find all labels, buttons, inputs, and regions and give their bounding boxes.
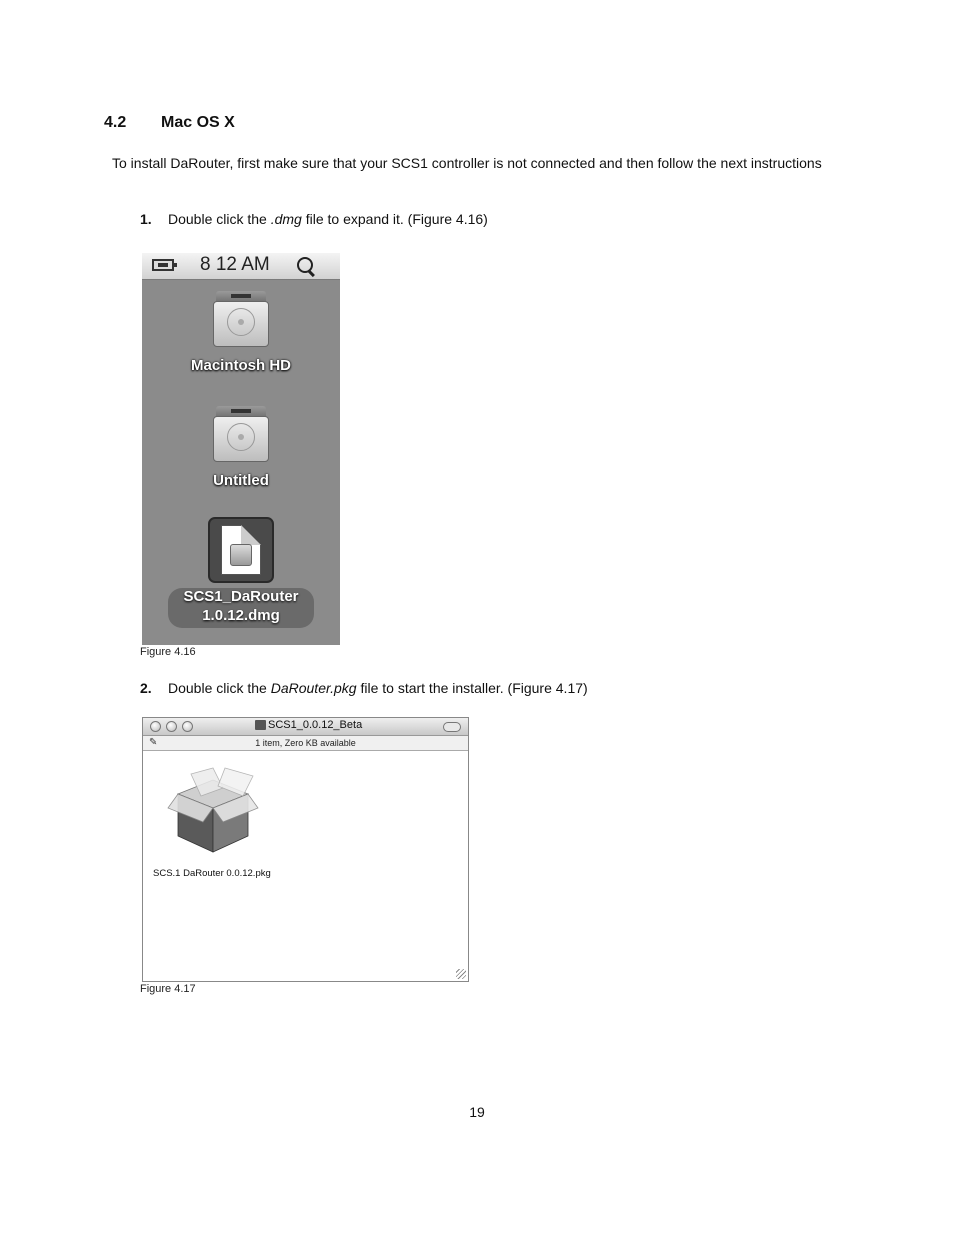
section-title: Mac OS X — [161, 114, 235, 131]
step-number: 1. — [140, 211, 152, 227]
package-box-icon[interactable] — [163, 766, 263, 856]
package-file-label[interactable]: SCS.1 DaRouter 0.0.12.pkg — [153, 868, 271, 879]
desktop-icon-label[interactable]: Untitled — [213, 472, 269, 489]
desktop-icon-label[interactable]: Macintosh HD — [190, 357, 291, 374]
disk-icon — [255, 720, 266, 730]
status-bar — [143, 736, 468, 751]
spotlight-search-icon[interactable] — [297, 257, 313, 273]
intro-paragraph: To install DaRouter, first make sure that your SCS1 controller is not connected and then follow the next instructions — [112, 155, 822, 171]
step-text: Double click the .dmg file to expand it. (Figure 4.16) — [168, 211, 488, 227]
resize-grip[interactable] — [456, 969, 466, 979]
hard-drive-icon[interactable] — [213, 291, 269, 347]
figure-caption: Figure 4.16 — [140, 646, 196, 658]
status-text: 1 item, Zero KB available — [255, 738, 356, 748]
desktop-screenshot — [142, 253, 340, 645]
hard-drive-icon[interactable] — [213, 406, 269, 462]
figure-caption: Figure 4.17 — [140, 983, 196, 995]
minimize-button[interactable] — [166, 721, 177, 732]
step-text: Double click the DaRouter.pkg file to start the installer. (Figure 4.17) — [168, 680, 588, 696]
page-number: 19 — [469, 1104, 485, 1120]
zoom-button[interactable] — [182, 721, 193, 732]
finder-window — [142, 717, 469, 982]
menu-clock[interactable]: 8 12 AM — [200, 254, 270, 275]
step-2 — [140, 680, 588, 696]
menu-bar — [142, 253, 340, 280]
title-bar[interactable] — [143, 718, 468, 736]
step-1 — [140, 211, 488, 227]
section-heading — [104, 114, 235, 132]
dmg-file-label[interactable]: SCS1_DaRouter 1.0.12.dmg — [183, 588, 299, 624]
close-button[interactable] — [150, 721, 161, 732]
battery-icon[interactable] — [152, 259, 174, 271]
pin-icon: ✎ — [149, 737, 158, 748]
window-title: SCS1_0.0.12_Beta — [255, 719, 362, 731]
dmg-file-icon[interactable] — [208, 517, 274, 583]
toolbar-toggle-button[interactable] — [443, 722, 461, 732]
section-number: 4.2 — [104, 114, 127, 131]
step-number: 2. — [140, 680, 152, 696]
